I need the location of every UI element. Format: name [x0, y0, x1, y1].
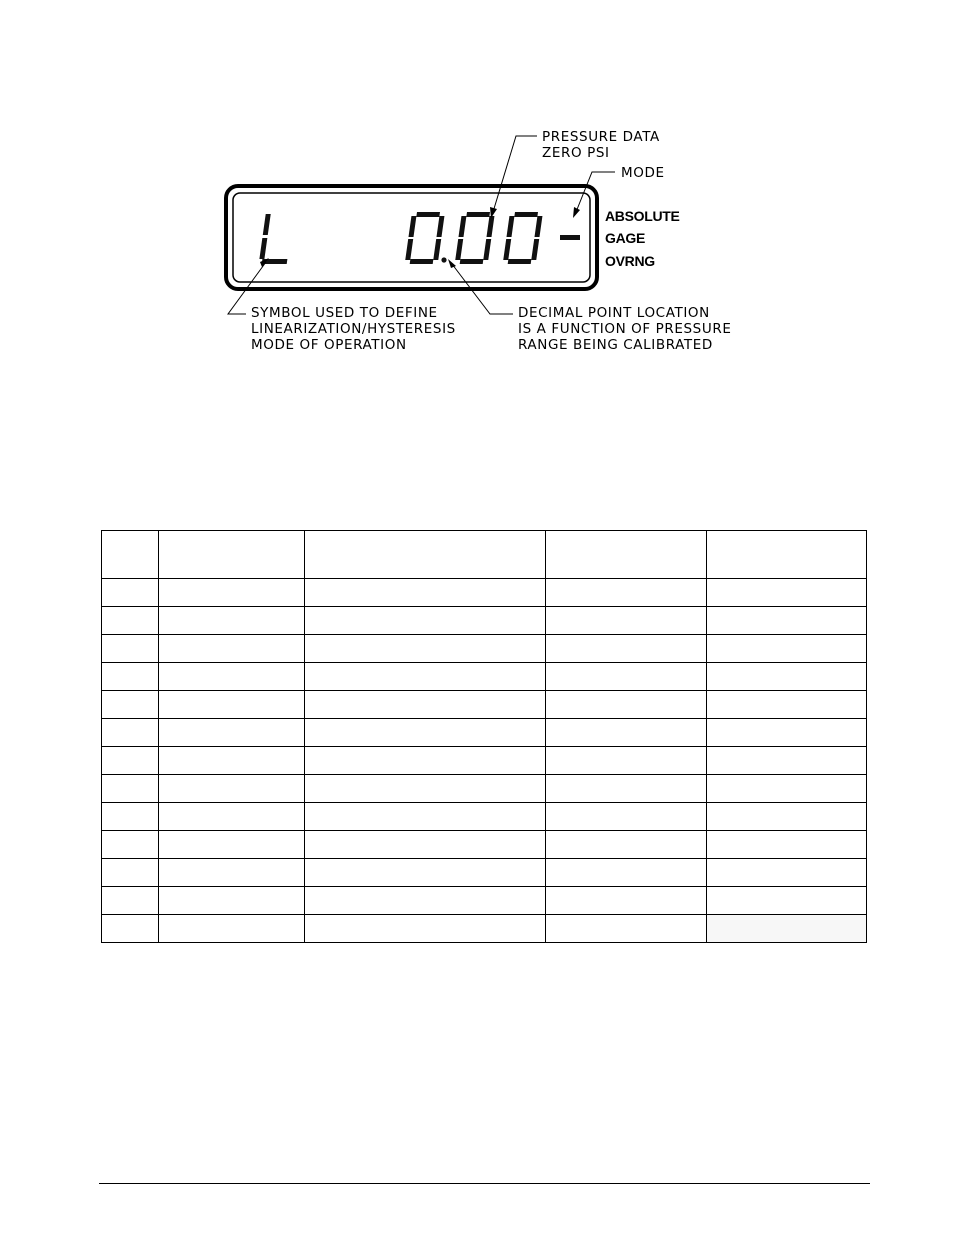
table-cell — [707, 747, 867, 775]
table-cell — [102, 803, 159, 831]
table-cell — [546, 663, 707, 691]
calibration-table — [101, 530, 867, 943]
table-cell — [546, 887, 707, 915]
table-cell — [707, 887, 867, 915]
table-cell — [546, 831, 707, 859]
table-cell — [546, 579, 707, 607]
callout-pressure-data-line-1: PRESSURE DATA — [542, 129, 660, 145]
table-cell — [305, 663, 546, 691]
table-cell — [305, 579, 546, 607]
table-cell — [102, 831, 159, 859]
table-cell — [159, 579, 305, 607]
table-cell — [707, 831, 867, 859]
table-header-cell — [707, 531, 867, 579]
table-cell — [707, 803, 867, 831]
callout-pressure-data — [542, 129, 665, 161]
table-row — [102, 831, 867, 859]
table-cell — [102, 915, 159, 943]
table-header-cell — [305, 531, 546, 579]
table-cell — [546, 915, 707, 943]
lcd-digit-3 — [503, 212, 543, 264]
lcd-mode-indicator — [560, 235, 580, 240]
callout-decimal-point — [518, 305, 736, 353]
table-header-row — [102, 531, 867, 579]
table-cell — [102, 887, 159, 915]
table-row — [102, 859, 867, 887]
table-cell — [546, 775, 707, 803]
table-cell — [305, 915, 546, 943]
table-cell — [546, 635, 707, 663]
table-cell — [305, 747, 546, 775]
table-cell — [159, 663, 305, 691]
lcd-inner-frame — [233, 193, 590, 282]
callout-symbol-line-2: LINEARIZATION/HYSTERESIS — [251, 321, 456, 337]
table-cell — [305, 691, 546, 719]
table-cell — [159, 915, 305, 943]
table-cell — [159, 635, 305, 663]
calibration-table-body — [102, 531, 867, 943]
arrowhead-decimal-point — [448, 259, 456, 268]
table-cell — [546, 719, 707, 747]
table-cell — [546, 859, 707, 887]
footer-rule — [99, 1183, 870, 1184]
table-cell — [159, 831, 305, 859]
table-cell — [707, 775, 867, 803]
table-cell — [707, 635, 867, 663]
table-cell — [102, 719, 159, 747]
table-cell — [305, 635, 546, 663]
table-cell — [546, 747, 707, 775]
table-row — [102, 691, 867, 719]
table-cell — [159, 719, 305, 747]
table-row — [102, 579, 867, 607]
table-cell — [305, 859, 546, 887]
table-cell — [102, 747, 159, 775]
table-row — [102, 803, 867, 831]
table-cell — [707, 663, 867, 691]
table-cell — [305, 775, 546, 803]
table-cell — [305, 887, 546, 915]
table-cell — [159, 859, 305, 887]
table-cell — [707, 579, 867, 607]
mode-label-gage: GAGE — [605, 230, 646, 246]
table-header-cell — [546, 531, 707, 579]
mode-label-ovrng: OVRNG — [605, 253, 655, 269]
callout-mode: MODE — [621, 165, 665, 181]
table-cell — [707, 691, 867, 719]
callout-pressure-data-line-2: ZERO PSI — [542, 145, 610, 161]
lcd-digit-1 — [405, 212, 445, 264]
table-cell — [102, 691, 159, 719]
lcd-symbol-l — [259, 214, 294, 264]
table-row — [102, 887, 867, 915]
table-cell — [546, 691, 707, 719]
table-cell — [102, 579, 159, 607]
table-row — [102, 775, 867, 803]
table-cell — [159, 691, 305, 719]
table-row — [102, 607, 867, 635]
table-cell — [305, 803, 546, 831]
table-header-cell — [159, 531, 305, 579]
table-row — [102, 663, 867, 691]
arrowhead-mode — [573, 207, 580, 218]
lcd-digit-2 — [455, 212, 495, 264]
table-row — [102, 915, 867, 943]
mode-label-absolute: ABSOLUTE — [605, 208, 680, 224]
callout-symbol-line-3: MODE OF OPERATION — [251, 337, 407, 353]
table-cell — [159, 775, 305, 803]
table-cell — [707, 719, 867, 747]
lcd-outer-frame — [226, 186, 597, 289]
leader-pressure-data — [493, 136, 537, 212]
table-cell — [159, 607, 305, 635]
table-row — [102, 635, 867, 663]
callout-decimal-point-line-1: DECIMAL POINT LOCATION — [518, 305, 710, 321]
table-cell — [102, 607, 159, 635]
table-cell — [159, 887, 305, 915]
table-cell — [546, 607, 707, 635]
table-row — [102, 719, 867, 747]
table-cell — [707, 859, 867, 887]
table-header-cell — [102, 531, 159, 579]
table-cell — [102, 663, 159, 691]
callout-symbol-line-1: SYMBOL USED TO DEFINE — [251, 305, 438, 321]
callout-decimal-point-line-2: IS A FUNCTION OF PRESSURE — [518, 321, 732, 337]
table-cell — [102, 859, 159, 887]
table-cell — [305, 719, 546, 747]
callout-decimal-point-line-3: RANGE BEING CALIBRATED — [518, 337, 713, 353]
lcd-decimal-point — [441, 257, 446, 262]
table-cell — [546, 803, 707, 831]
lcd-display-diagram — [0, 0, 954, 400]
table-cell — [707, 607, 867, 635]
table-cell — [305, 831, 546, 859]
table-row — [102, 747, 867, 775]
table-cell — [305, 607, 546, 635]
table-cell — [159, 803, 305, 831]
table-cell — [102, 635, 159, 663]
table-cell — [707, 915, 867, 943]
callout-symbol — [251, 305, 461, 353]
table-cell — [102, 775, 159, 803]
table-cell — [159, 747, 305, 775]
